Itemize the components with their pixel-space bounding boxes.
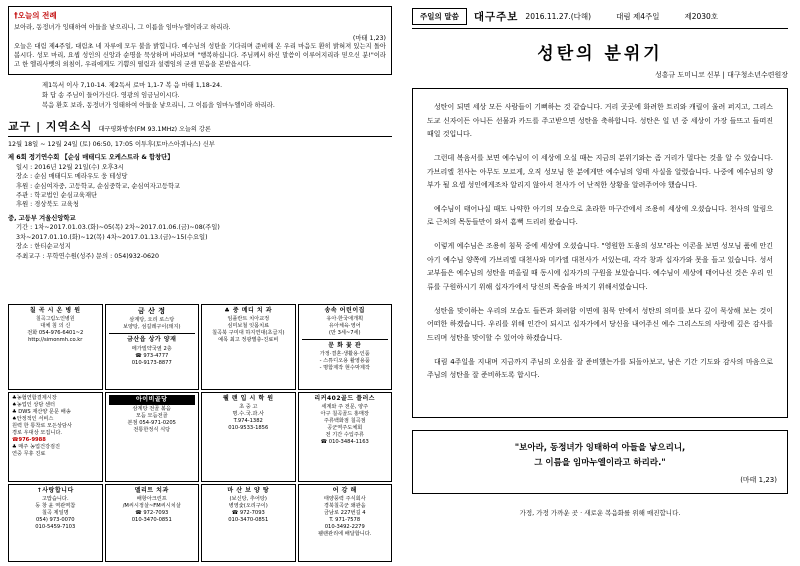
gospel-ref: (마태 1,23) — [352, 35, 386, 43]
ad-line: 공군역주도체회 — [327, 425, 363, 432]
ad-line: 세계와 주 전문, 양주 — [321, 404, 369, 411]
ad-line: ♣농협연합결제시장 — [12, 395, 57, 401]
ad-line: 010-9533-1856 — [228, 425, 269, 432]
ad-name: 송속 어린이집 — [324, 307, 365, 314]
ad-line: 전화 054-976-6401~2 — [27, 329, 84, 336]
section-header-news — [8, 118, 392, 134]
notice-block-1 — [8, 153, 392, 210]
notice-line: 주관 : 학교법인 순심교육재단 — [16, 192, 98, 199]
ad-line: 주류백화점 칠곡점 — [323, 418, 366, 425]
divider — [412, 28, 788, 29]
ad-phone: ☎ 972-7093 — [135, 510, 169, 517]
ad-name: 문 화 꽃 관 — [328, 342, 362, 350]
ad-line: ♠농업인 상담 센터 — [12, 402, 56, 409]
ad-line: 심미보철 잇몸치료 — [227, 323, 270, 330]
ad-line: 유아체육·영어 — [328, 323, 361, 330]
fm-time: 12월 18일 ~ 12월 24일 (토) 06:50, 17:05 이투후(토마스아퀴나스) 신부 — [8, 140, 215, 148]
ad-line: ♠안정적인 서비스 — [12, 416, 54, 423]
ad-phone: 054) 973-0070 — [35, 517, 75, 524]
ad-line: http://simonmh.co.kr — [28, 336, 83, 343]
ad-phone: 010-3470-0851 — [228, 517, 269, 524]
ad-line: 메가빌약국옆 2층 — [131, 345, 172, 352]
gospel-box — [8, 6, 392, 75]
ad-line: 유아·한국애개획 — [326, 316, 364, 323]
quote-reference: (마태 1,23) — [740, 475, 777, 484]
ad-line: 웰랜관리에 배달합니다. — [318, 531, 372, 538]
article-paragraph: 대림 4주일을 지내며 지금까지 주님의 오심을 잘 준비했는가를 되돌아보고, 남은 기간 기도와 감사의 마음으로 주님의 성탄을 잘 준비하도록 합시다. — [427, 357, 773, 380]
notice-line: 3차~2017.01.10.(화)~12(목) 4차~2017.01.13.(금)~15(수요일) — [16, 233, 208, 241]
masthead-issue: 제2030호 — [684, 12, 719, 21]
article-title: 성탄의 분위기 — [537, 44, 663, 64]
ad-block[interactable] — [201, 392, 296, 482]
ad-line: 동 창 윤 역관역참 — [35, 503, 76, 510]
ad-line: 전통한정식 식당 — [133, 427, 171, 434]
ad-phone: ☎976-9988 — [12, 437, 46, 444]
ad-name: ↑사랑합니다 — [36, 487, 74, 494]
ad-block[interactable] — [298, 304, 393, 390]
ad-line: 태양풍력 주식회사 — [323, 496, 366, 503]
quote-line-1: "보아라, 동정녀가 잉태하여 아들을 낳으리니, — [514, 443, 686, 453]
ad-line: 가정·결혼·생활용·인품 — [319, 351, 370, 358]
ad-block[interactable] — [8, 392, 103, 482]
gospel-title: †오늘의 전례 — [14, 11, 57, 20]
ad-line: 모듬 모듬전골 — [135, 413, 168, 420]
article-paragraph: 이렇게 예수님은 조용히 침묵 중에 세상에 오셨습니다. "영원한 도움의 성모"라는 이콘을 보면 성모님 품에 안긴 아기 예수님 양쪽에 가브리엘 대천사와 미카엘 대천사가 서있는데, 각각 창과 십자가와 못을 들고 있습니다. 성서 교부들은 예수님의 성탄을 떠올릴 때 동시에 십자가의 구원을 보았습니다. 예수님이 세상에 태어나신 것은 우리 인류를 구원하시기 위해 십자가에서 당신의 목숨을 바치기 위해서였습니다. — [427, 242, 773, 292]
gospel-body: 보아라, 동정녀가 잉태하여 아들을 낳으리니, 그 이름을 임마누엘이라고 하리라. — [14, 24, 231, 31]
ad-block[interactable] — [105, 484, 200, 562]
ad-line: 경북칠곡군 왜관읍 — [323, 503, 366, 510]
ad-line: 배항아크린프 — [136, 496, 167, 503]
notice-block-2 — [8, 214, 392, 261]
reading-line-2: 화 답 송 주님이 들어가신다. 영광의 임금님이시다. — [42, 91, 180, 99]
notice-line: 장소 : 한티순교성지 — [16, 243, 71, 251]
ad-phone: 010-3470-0851 — [131, 517, 172, 524]
article-paragraph: 예수님이 태어나실 때도 나약한 아기의 모습으로 초라한 마구간에서 조용히 세상에 오셨습니다. 천사의 알림으로 근처의 목동들만이 와서 흠뻑 드리러 왔습니다. — [427, 204, 773, 227]
ad-name: 어 강 해 — [332, 487, 357, 494]
divider — [302, 339, 389, 340]
ad-line: 예목 최고 정광별층-진료비 — [218, 337, 279, 344]
masthead-title: 대구주보 — [473, 11, 519, 23]
notice-line: 후원 : 경상북도 교육청 — [16, 201, 79, 209]
ad-line: 보양탕, 섬길레구이(돼지) — [123, 324, 181, 331]
ad-subname: 칠곡그림노인병원 — [35, 316, 75, 323]
right-page — [400, 0, 800, 566]
article-body — [412, 88, 788, 418]
ad-name: 리커402골드 플러스 — [314, 395, 376, 402]
quote-line-2: 그 이름을 임마누엘이라고 하리라." — [534, 458, 666, 469]
ad-block[interactable] — [201, 304, 296, 390]
masthead-season: 대림 제4주일 — [616, 12, 660, 21]
ad-line: 칠곡북 구미대 하지연대(초급지) — [212, 330, 285, 337]
ad-line: ♣ DWS 재산양 문문 배송 — [12, 409, 71, 416]
masthead-badge: 주일의 말씀 — [412, 8, 467, 25]
ad-line: ♣ 매주 농업건강검진 — [12, 444, 61, 451]
fm-label: 대구평화방송(FM 93.1MHz) 오늘의 강론 — [98, 125, 211, 133]
article-paragraph: 그런데 복음서를 보면 예수님이 이 세상에 오실 때는 지금의 분위기와는 좀 거리가 멀다는 것을 알 수 있습니다. 가브리엘 천사는 아무도 모르게, 오직 성모님 한 분에게만 예수님의 잉태 사실을 알렸습니다. 나중에 예수님의 양부가 될 요셉 성인에게조차 알리지 않아서 천사가 어 난적한 상황을 알려주어야 했습니다. — [427, 153, 773, 190]
ad-line: 고맙습니다. — [41, 496, 69, 503]
ad-name: 금 산 정 — [137, 307, 166, 315]
gospel-body-2: 오늘은 대림 제4주일, 대림초 네 자루에 모두 불을 밝힙니다. 예수님의 성탄을 기다리며 준비해 온 우리 마음도 환히 밝혀져 있는지 돌아봅시다. 성모 마리, 요셉 성인의 신앙과 순명을 묵상하며 바라보며 "행복하십니다. 주님께서 하신 말씀이 이루어지리라 믿으신 분!"이라고 한 엘리사벳의 외침이, 우리에게도 기쁨의 떨림과 설렘임의 굳센 믿음을 본받읍시다. — [14, 43, 386, 69]
reading-line-3: 복음 환호 보라, 동정녀가 잉태하여 아들을 낳으리니, 그 이름을 임마누엘이라 하리라. — [42, 102, 275, 110]
quote-box — [412, 430, 788, 494]
divider — [8, 136, 392, 137]
ad-line: ☎ 973-4777 — [135, 352, 169, 359]
masthead-date: 2016.11.27.(다해) — [525, 12, 592, 21]
ad-phone: ☎ 010-3484-1163 — [320, 439, 369, 446]
ad-block[interactable] — [298, 392, 393, 482]
ad-line: 연중 무휴 진료 — [12, 451, 46, 458]
ad-block[interactable] — [8, 484, 103, 562]
ad-line: (만 3세~7세) — [328, 330, 361, 337]
ad-line: 아구 칠곡골드 홍매장 — [320, 411, 369, 418]
ad-name: 웰 랜 입 시 학 원 — [222, 395, 274, 402]
article-paragraph: 성탄을 맞이하는 우리의 모습도 들뜬과 화려함 이면에 침묵 안에서 성탄의 의미를 보다 깊이 묵상해 보는 것이 어떠한 하겠습니다. 우리를 위해 인간이 되시고 십자가에서 당신을 내어주신 예수 그리스도의 사랑에 깊은 감사를 드리며 성탄을 맞이할 수 있어야 하겠습니다. — [427, 306, 773, 342]
ad-name: ♣ 중 메디 치 과 — [224, 307, 273, 314]
ad-name: 아이비골당 — [109, 395, 196, 405]
ad-name: 멜리트 치과 — [134, 487, 169, 494]
notice-line: 기간 : 1차~2017.01.03.(화)~05(목) 2차~2017.01.06.(금)~08(주일) — [16, 224, 220, 232]
ad-line: - 명함제작 현수막제작 — [319, 365, 370, 372]
ad-line: - 스튜디오용 촬영용품 — [319, 358, 370, 365]
ad-line: 대체 침 의 신 — [40, 322, 71, 329]
ad-line: 전 기간 수입주류 — [325, 432, 364, 439]
article-author: 성흥규 도미니코 신부 | 대구청소년수련원장 — [655, 71, 788, 79]
ad-block[interactable] — [201, 484, 296, 562]
ad-line: /M씨시정살~FM씨시치살 — [122, 503, 181, 510]
ad-name: 금산읍 상가 양재 — [127, 336, 177, 344]
ad-phone: 010-5459-7103 — [35, 524, 76, 531]
ad-line: 삼계탕 전골 볶음 — [132, 406, 171, 413]
ad-line: 경로 우대상 모집니다. — [12, 430, 63, 437]
article-paragraph: 성탄이 되면 세상 모든 사람들이 기뻐하는 것 같습니다. 거리 곳곳에 화려한 트리와 캐릴이 울려 퍼지고, 그리스도교 신자이든 아니든 선물과 카드를 주고받으면 성탄을 축하합니다. 성탄은 일 년 중 세상이 가장 들뜨고 들떠진 때일 것입니다. — [427, 103, 773, 139]
ad-line: 삼계탕, 오리 로스탕 — [129, 317, 175, 324]
ad-line: 임플란트 치아교정 — [227, 316, 270, 323]
ad-line: 010-9173-8877 — [131, 359, 172, 366]
ad-line: 칠곡 제일명 — [41, 510, 69, 517]
ad-name: 마 산 보 양 탕 — [227, 487, 270, 494]
ad-phone: T. 971-7578 — [329, 517, 361, 524]
notice-line: 후원 : 순심여자중, 고등학교, 순심중학교, 순심여자고등학교 — [16, 182, 181, 190]
ad-block[interactable] — [298, 484, 393, 562]
ad-line: 명.수.국.과.사 — [232, 411, 265, 418]
page-footer: 가정, 가정 가까운 곳 · 새로운 복음화를 위해 매진합니다. — [519, 508, 681, 517]
ad-block[interactable] — [8, 304, 103, 390]
ad-line: 원력 한 통착로 모든상담사 — [12, 423, 73, 430]
notice-line: 일시 : 2016년 12월 21일(수) 오후3시 — [16, 163, 124, 171]
ad-phone: 010-3492-2279 — [324, 524, 365, 531]
ad-line: T.974-1382 — [233, 418, 263, 425]
ad-block[interactable] — [105, 392, 200, 482]
ad-name: 칠 곡 시 온 병 원 — [29, 307, 81, 314]
ad-line: 금남로 227번길 4 — [323, 510, 366, 517]
ad-block[interactable] — [105, 304, 200, 390]
notice-line: 주최교구 : 무학연수원(성주) 문의 : 054)932-0620 — [16, 252, 160, 260]
advertisement-grid — [8, 304, 392, 562]
ad-line: (보신탕, 추어탕) — [229, 496, 267, 503]
divider — [109, 333, 196, 334]
ad-line: 병영숯(오리구이) — [228, 503, 268, 510]
notice-title-1: 제 6회 정기연수회 【순심 매태디도 오케스트라 & 합창단】 — [8, 154, 174, 162]
ad-phone: ☎ 972-7093 — [231, 510, 265, 517]
notice-line: 장소 : 순심 매태디도 메라우도 웅 테성당 — [16, 173, 128, 181]
masthead — [412, 8, 788, 25]
ad-line: 초 중 고 — [239, 404, 258, 411]
ad-line: 본점 054-971-0205 — [127, 420, 176, 427]
section-title: 교구 | 지역소식 — [8, 119, 93, 133]
notice-title-2: 중, 고등부 겨울신앙학교 — [8, 214, 76, 222]
reading-line-1: 제1독서 이사 7,10-14. 제2독서 로마 1,1-7 복 음 마태 1,18-24. — [42, 81, 223, 89]
readings-block — [8, 81, 392, 111]
